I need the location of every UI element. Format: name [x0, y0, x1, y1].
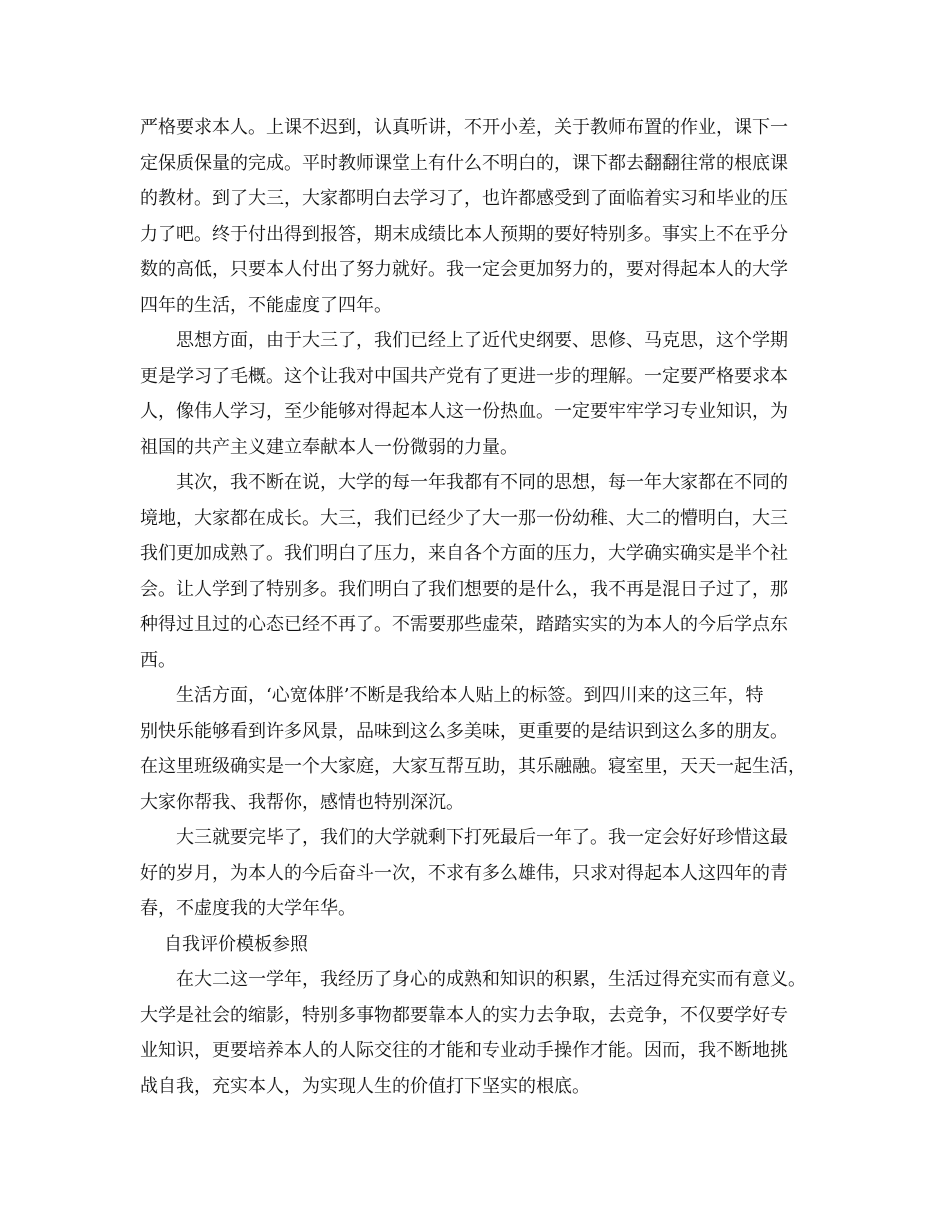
text-line: 力了吧。终于付出得到报答，期末成绩比本人预期的要好特别多。事实上不在乎分 — [140, 223, 788, 245]
text-line: 境地，大家都在成长。大三，我们已经少了大一那一份幼稚、大二的懵明白，大三 — [140, 507, 788, 529]
text-line: 战自我，充实本人，为实现人生的价值打下坚实的根底。 — [140, 1075, 590, 1097]
paragraph-thought — [140, 323, 812, 465]
paragraph-growth — [140, 465, 812, 678]
text-line: 种得过且过的心态已经不再了。不需要那些虚荣，踏踏实实的为本人的今后学点东 — [140, 614, 788, 635]
document-body — [140, 110, 812, 1104]
paragraph-life — [140, 678, 812, 820]
text-line: 在这里班级确实是一个大家庭，大家互帮互助，其乐融融。寝室里，天天一起生活， — [140, 756, 806, 777]
text-line: 西。 — [140, 649, 176, 671]
text-line: 春，不虚度我的大学年华。 — [140, 898, 356, 919]
text-line: 人，像伟人学习，至少能够对得起本人这一份热血。一定要牢牢学习专业知识，为 — [140, 401, 788, 422]
text-line: 祖国的共产主义建立奉献本人一份微弱的力量。 — [140, 436, 518, 458]
text-line: 业知识，更要培养本人的人际交往的才能和专业动手操作才能。因而，我不断地挑 — [140, 1040, 788, 1061]
text-line: 在大二这一学年，我经历了身心的成熟和知识的积累，生活过得充实而有意义。 — [176, 969, 806, 990]
paragraph-conclusion — [140, 820, 812, 927]
text-line: 严格要求本人。上课不迟到，认真听讲，不开小差，关于教师布置的作业，课下一 — [140, 117, 788, 138]
text-line: 生活方面，‘心宽体胖’不断是我给本人贴上的标签。到四川来的这三年，特 — [176, 685, 764, 706]
paragraph-sophomore — [140, 962, 812, 1104]
text-line: 思想方面，由于大三了，我们已经上了近代史纲要、思修、马克思，这个学期 — [176, 330, 788, 351]
text-line: 会。让人学到了特别多。我们明白了我们想要的是什么，我不再是混日子过了，那 — [140, 578, 788, 600]
text-line: 我们更加成熟了。我们明白了压力，来自各个方面的压力，大学确实确实是半个社 — [140, 543, 788, 564]
text-line: 大家你帮我、我帮你，感情也特别深沉。 — [140, 791, 464, 813]
text-line: 好的岁月，为本人的今后奋斗一次，不求有多么雄伟，只求对得起本人这四年的青 — [140, 862, 788, 884]
text-line: 大学是社会的缩影，特别多事物都要靠本人的实力去争取，去竞争，不仅要学好专 — [140, 1004, 788, 1026]
text-line: 更是学习了毛概。这个让我对中国共产党有了更进一步的理解。一定要严格要求本 — [140, 365, 788, 387]
text-line: 数的高低，只要本人付出了努力就好。我一定会更加努力的，要对得起本人的大学 — [140, 259, 788, 280]
text-line: 的教材。到了大三，大家都明白去学习了，也许都感受到了面临着实习和毕业的压 — [140, 188, 788, 209]
section-heading-text: 自我评价模板参照 — [164, 933, 308, 955]
text-line: 别快乐能够看到许多风景，品味到这么多美味，更重要的是结识到这么多的朋友。 — [140, 720, 788, 742]
paragraph-study — [140, 110, 812, 323]
text-line: 大三就要完毕了，我们的大学就剩下打死最后一年了。我一定会好好珍惜这最 — [176, 827, 788, 848]
section-heading — [140, 927, 812, 963]
text-line: 定保质保量的完成。平时教师课堂上有什么不明白的，课下都去翻翻往常的根底课 — [140, 152, 788, 174]
text-line: 其次，我不断在说，大学的每一年我都有不同的思想，每一年大家都在不同的 — [176, 472, 788, 493]
text-line: 四年的生活，不能虚度了四年。 — [140, 294, 392, 316]
